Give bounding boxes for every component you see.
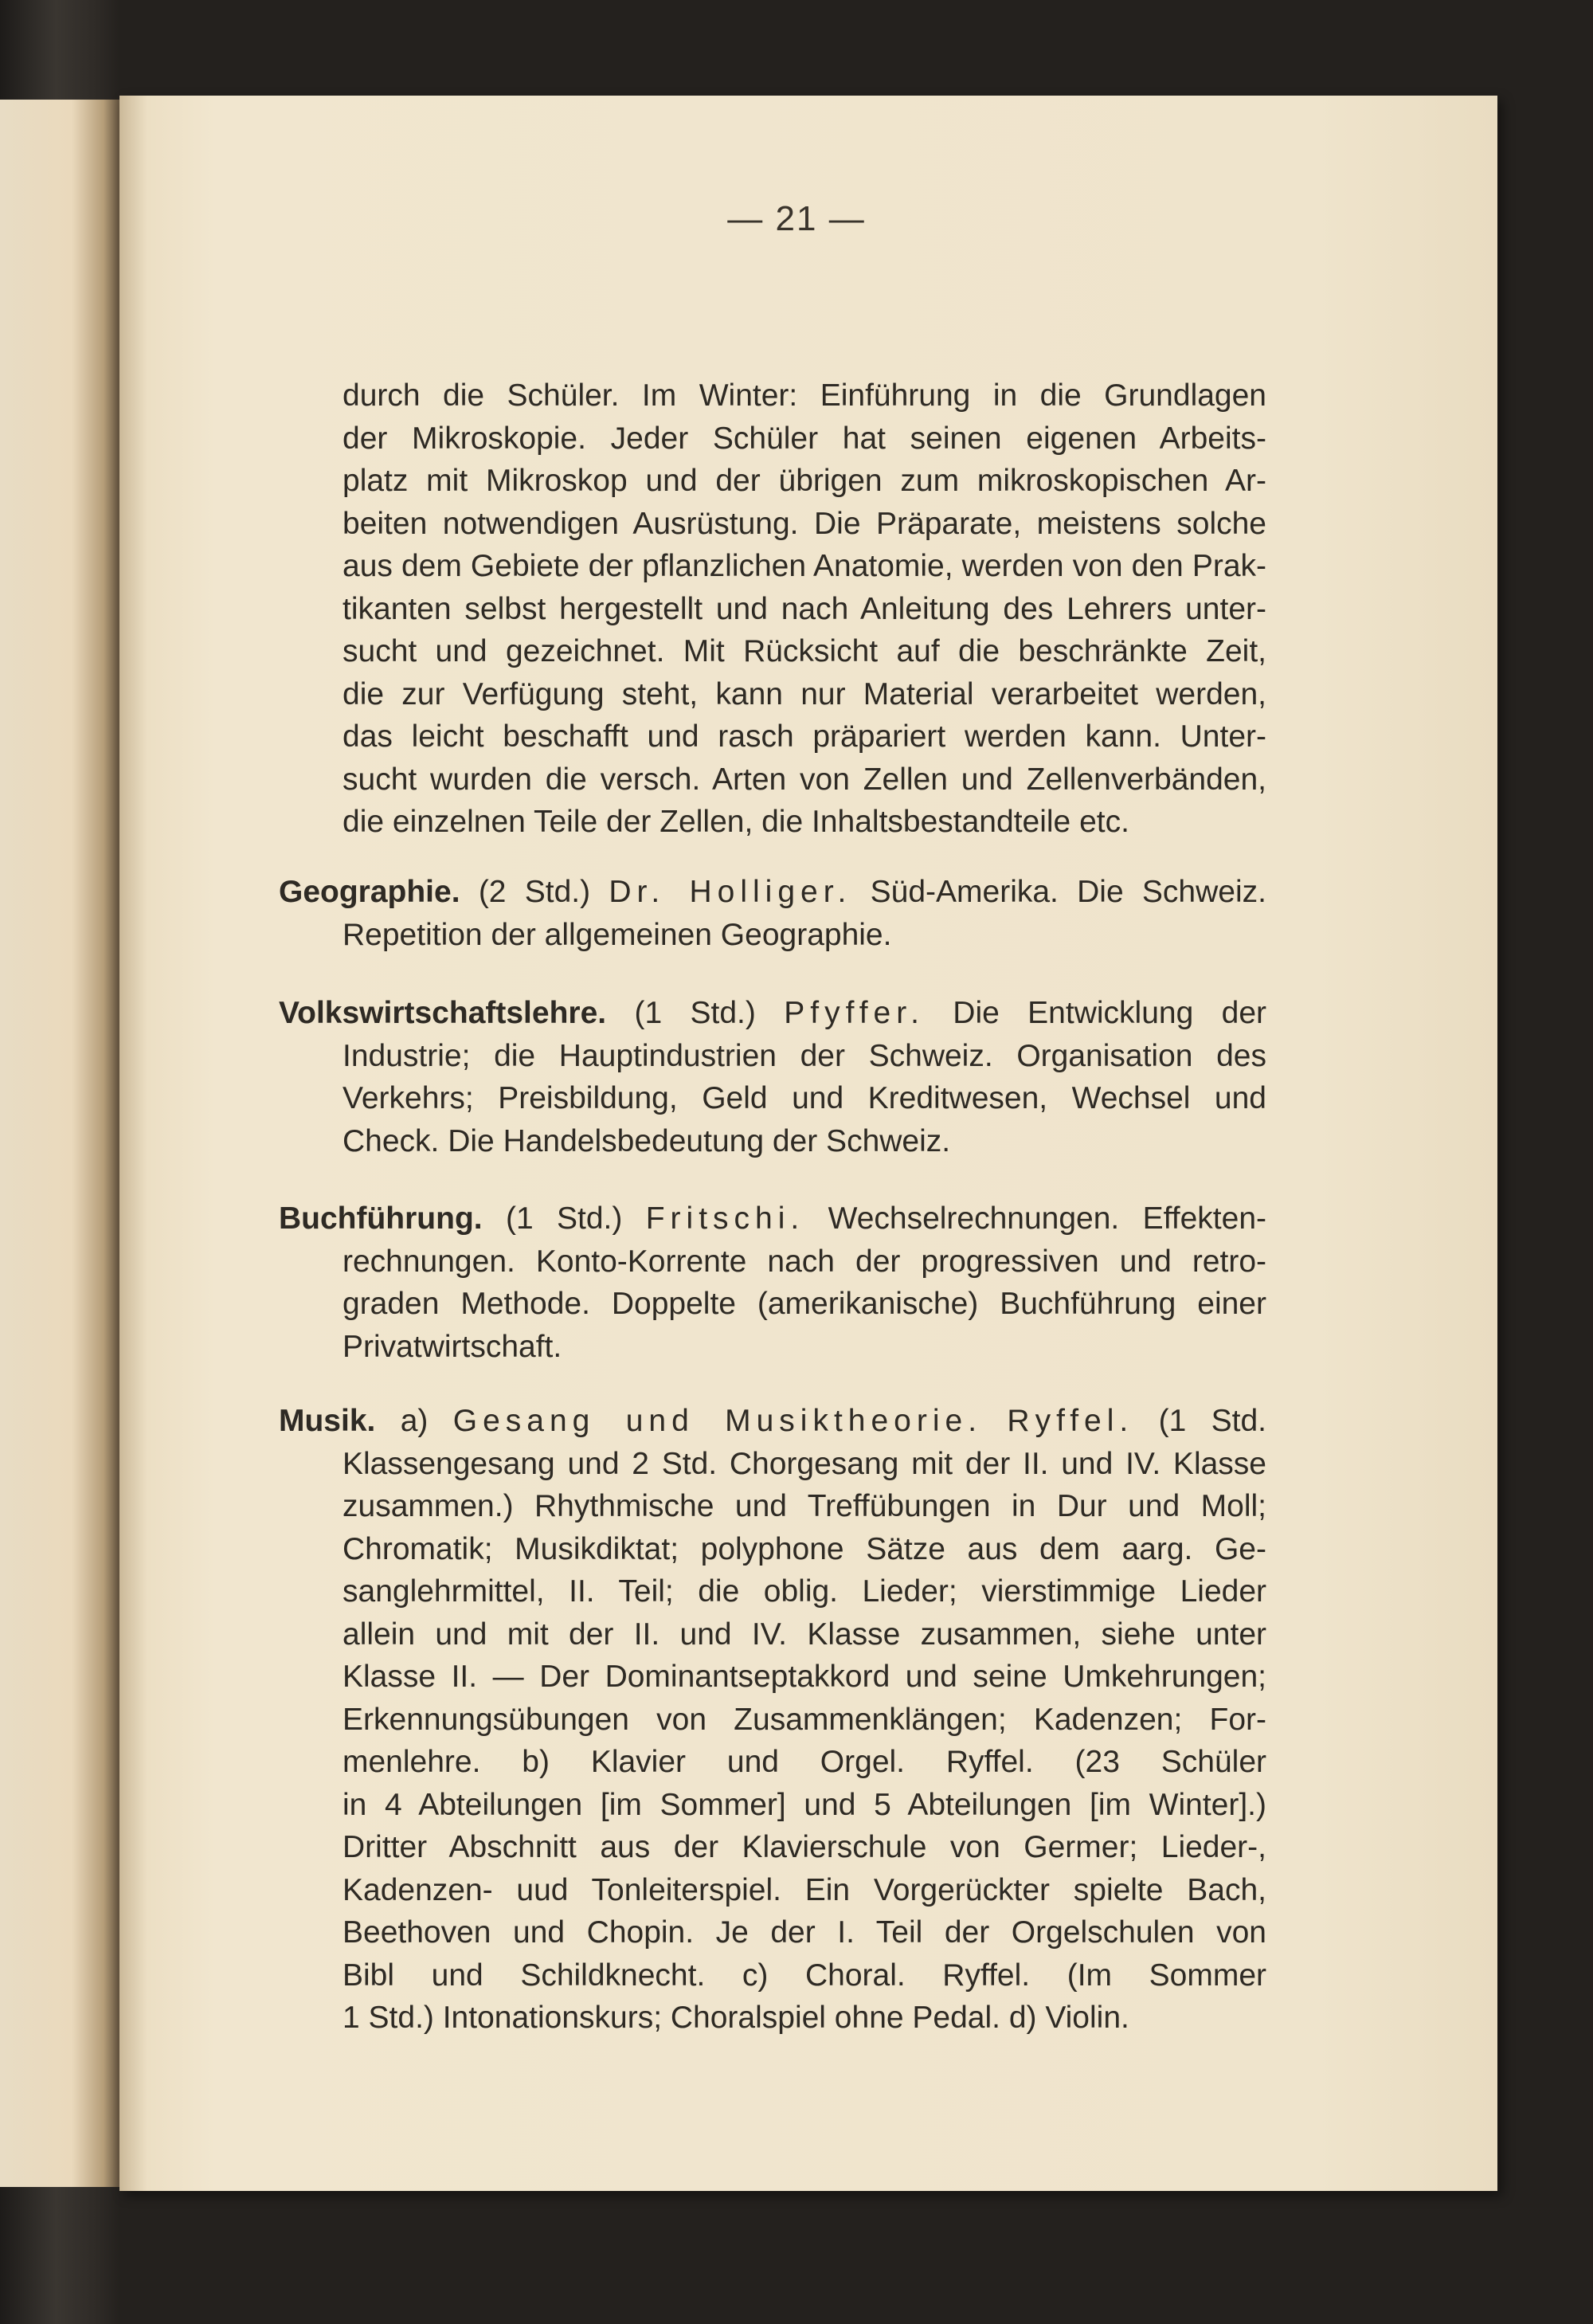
text-line: Klassengesang und 2 Std. Chorgesang mit der II. und IV. Klasse (342, 1446, 1266, 1481)
section-first-line: Geographie. (2 Std.) Dr. Holliger. Süd-Amerika. Die Schweiz. (279, 875, 1266, 909)
section-first-line: Musik. a) Gesang und Musiktheorie. Ryffel. (1 Std. (279, 1404, 1266, 1438)
section-buchfuehrung (279, 1197, 1266, 1368)
teacher-name: Dr. Holliger. (609, 875, 852, 909)
text-line: Verkehrs; Preisbildung, Geld und Kreditwesen, Wechsel und (342, 1081, 1266, 1115)
text-line: die zur Verfügung steht, kann nur Material verarbeitet werden, (342, 676, 1266, 711)
text-line: Repetition der allgemeinen Geographie. (342, 917, 892, 952)
text-line: beiten notwendigen Ausrüstung. Die Präparate, meistens solche (342, 506, 1266, 541)
section-heading: Buchführung. (279, 1201, 483, 1236)
text-line: Dritter Abschnitt aus der Klavierschule von Germer; Lieder-, (342, 1830, 1266, 1864)
text-line: die einzelnen Teile der Zellen, die Inhaltsbestandteile etc. (342, 805, 1129, 839)
text-line: allein und mit der II. und IV. Klasse zusammen, siehe unter (342, 1617, 1266, 1652)
text-line: Kadenzen- uud Tonleiterspiel. Ein Vorgerückter spielte Bach, (342, 1872, 1266, 1907)
section-musik (279, 1400, 1266, 2040)
facing-page-edge (0, 100, 119, 2187)
text-line: der Mikroskopie. Jeder Schüler hat seinen eigenen Arbeits- (342, 421, 1266, 456)
section-heading: Volkswirtschaftslehre. (279, 996, 607, 1030)
text-line: 1 Std.) Intonationskurs; Choralspiel ohne Pedal. d) Violin. (342, 2001, 1129, 2035)
text-line: Beethoven und Chopin. Je der I. Teil der Orgelschulen von (342, 1915, 1266, 1950)
text-line: graden Methode. Doppelte (amerikanische) Buchführung einer (342, 1287, 1266, 1321)
subject-name: Gesang und Musiktheorie. (452, 1404, 983, 1438)
section-geographie (279, 871, 1266, 956)
section-heading: Geographie. (279, 875, 460, 909)
text-line: tikanten selbst hergestellt und nach Anleitung des Lehrers unter- (342, 591, 1266, 626)
text-line: Check. Die Handelsbedeutung der Schweiz. (342, 1123, 951, 1158)
text-line: platz mit Mikroskop und der übrigen zum mikroskopischen Ar- (342, 464, 1266, 498)
text-line: rechnungen. Konto-Korrente nach der progressiven und retro- (342, 1244, 1266, 1279)
section-volkswirtschaftslehre (279, 992, 1266, 1162)
section-first-line: Volkswirtschaftslehre. (1 Std.) Pfyffer. Die Entwicklung der (279, 996, 1266, 1030)
section-first-line: Buchführung. (1 Std.) Fritschi. Wechselrechnungen. Effekten- (279, 1201, 1266, 1236)
text-line: Chromatik; Musikdiktat; polyphone Sätze aus dem aarg. Ge- (342, 1531, 1266, 1566)
text-line: in 4 Abteilungen [im Sommer] und 5 Abteilungen [im Winter].) (342, 1787, 1266, 1822)
section-heading: Musik. (279, 1404, 376, 1438)
text-line: das leicht beschafft und rasch präpariert werden kann. Unter- (342, 719, 1266, 754)
text-line: sanglehrmittel, II. Teil; die oblig. Lieder; vierstimmige Lieder (342, 1574, 1266, 1609)
text-line: zusammen.) Rhythmische und Treffübungen in Dur und Moll; (342, 1489, 1266, 1523)
text-line: sucht und gezeichnet. Mit Rücksicht auf die beschränkte Zeit, (342, 634, 1266, 668)
text-line: durch die Schüler. Im Winter: Einführung in die Grundlagen (342, 378, 1266, 413)
text-line: sucht wurden die versch. Arten von Zellen und Zellenverbänden, (342, 762, 1266, 797)
intro-paragraph (342, 374, 1266, 844)
teacher-name: Pfyffer. (784, 996, 925, 1030)
text-line: Erkennungsübungen von Zusammenklängen; Kadenzen; For- (342, 1702, 1266, 1737)
text-line: aus dem Gebiete der pflanzlichen Anatomie, werden von den Prak- (342, 549, 1266, 583)
page-number: — 21 — (727, 199, 866, 238)
teacher-name: Fritschi. (645, 1201, 805, 1236)
text-line: Industrie; die Hauptindustrien der Schweiz. Organisation des (342, 1038, 1266, 1073)
teacher-name: Ryffel. (1007, 1404, 1134, 1438)
text-line: Privatwirtschaft. (342, 1329, 562, 1364)
text-line: Bibl und Schildknecht. c) Choral. Ryffel. (Im Sommer (342, 1958, 1266, 1993)
text-line: Klasse II. — Der Dominantseptakkord und seine Umkehrungen; (342, 1660, 1266, 1694)
text-line: menlehre. b) Klavier und Orgel. Ryffel. (23 Schüler (342, 1745, 1266, 1779)
